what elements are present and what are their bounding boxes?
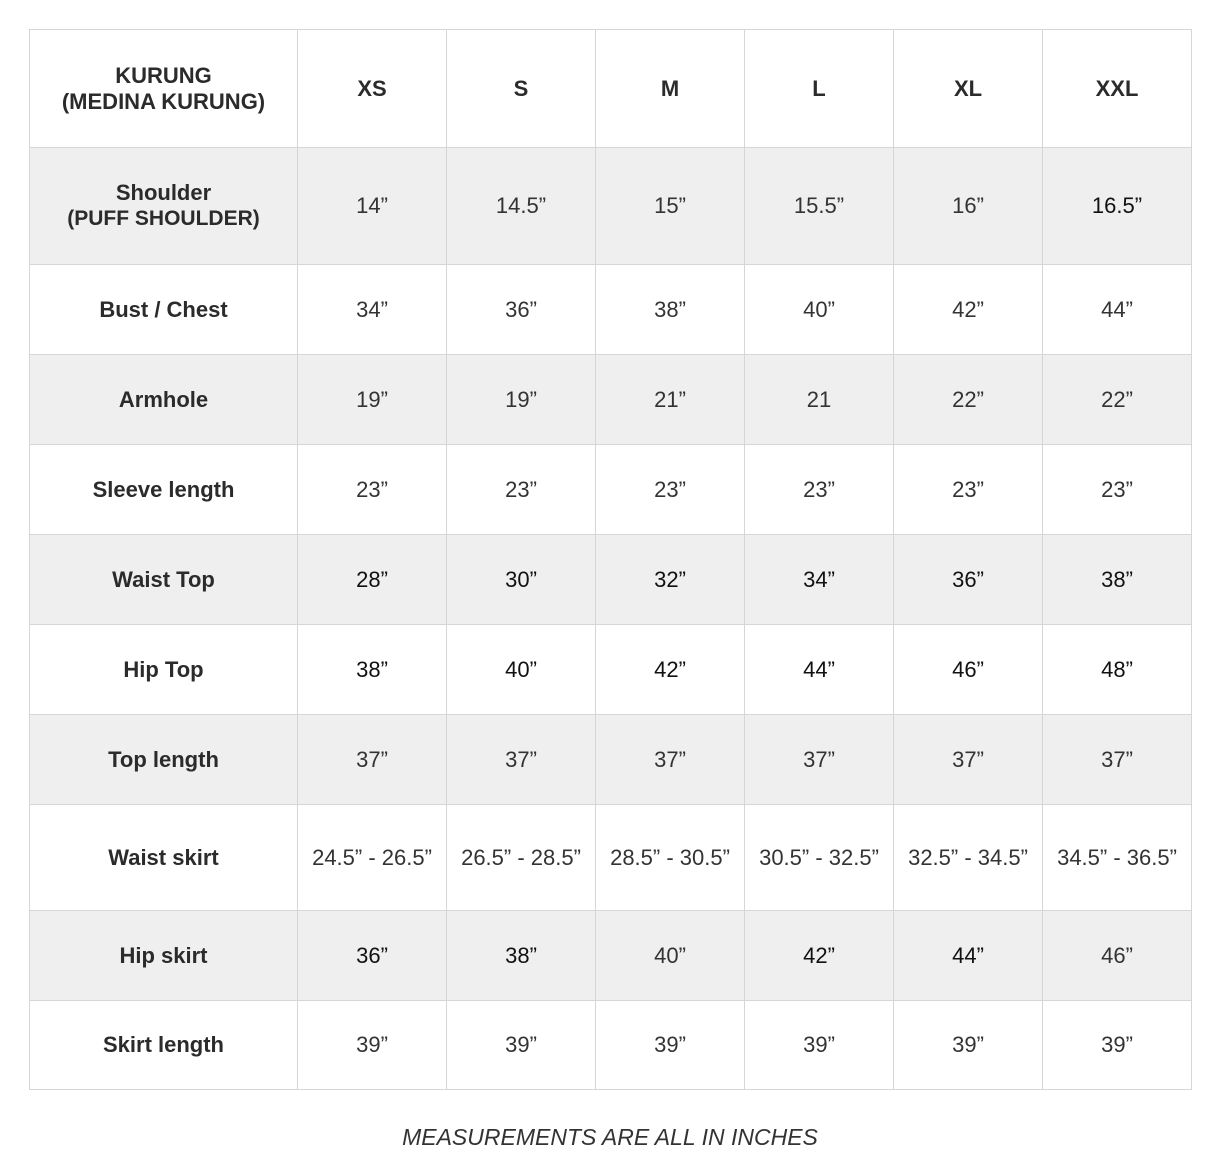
cell-bust-s: 36” (447, 265, 596, 355)
table-row-waist-top (30, 535, 1192, 625)
table-row-bust (30, 265, 1192, 355)
cell-skirt-length-xxl: 39” (1043, 1001, 1192, 1090)
row-label-skirt-length: Skirt length (30, 1001, 298, 1090)
row-label-shoulder (30, 148, 298, 265)
cell-bust-l: 40” (745, 265, 894, 355)
cell-bust-xxl: 44” (1043, 265, 1192, 355)
cell-sleeve-xl: 23” (894, 445, 1043, 535)
cell-top-length-xs: 37” (298, 715, 447, 805)
cell-armhole-xs: 19” (298, 355, 447, 445)
cell-hip-skirt-xs: 36” (298, 911, 447, 1001)
cell-hip-top-s: 40” (447, 625, 596, 715)
row-label-armhole: Armhole (30, 355, 298, 445)
size-chart-table (29, 29, 1192, 1090)
cell-waist-skirt-s: 26.5” - 28.5” (447, 805, 596, 911)
cell-shoulder-xxl: 16.5” (1043, 148, 1192, 265)
cell-top-length-xxl: 37” (1043, 715, 1192, 805)
cell-armhole-xl: 22” (894, 355, 1043, 445)
cell-waist-skirt-xxl: 34.5” - 36.5” (1043, 805, 1192, 911)
row-label-waist-top: Waist Top (30, 535, 298, 625)
cell-sleeve-l: 23” (745, 445, 894, 535)
size-header-m: M (596, 30, 745, 148)
cell-hip-skirt-xl: 44” (894, 911, 1043, 1001)
cell-waist-top-xl: 36” (894, 535, 1043, 625)
cell-top-length-s: 37” (447, 715, 596, 805)
size-header-l: L (745, 30, 894, 148)
row-label-shoulder-main: Shoulder (115, 180, 212, 205)
cell-sleeve-xxl: 23” (1043, 445, 1192, 535)
cell-waist-top-xxl: 38” (1043, 535, 1192, 625)
row-label-bust: Bust / Chest (30, 265, 298, 355)
cell-waist-skirt-m: 28.5” - 30.5” (596, 805, 745, 911)
cell-hip-skirt-xxl: 46” (1043, 911, 1192, 1001)
table-title-line1: KURUNG (115, 62, 212, 88)
cell-shoulder-l: 15.5” (745, 148, 894, 265)
cell-hip-top-xl: 46” (894, 625, 1043, 715)
cell-waist-skirt-l: 30.5” - 32.5” (745, 805, 894, 911)
cell-hip-skirt-m: 40” (596, 911, 745, 1001)
table-row-waist-skirt (30, 805, 1192, 911)
cell-waist-skirt-xs: 24.5” - 26.5” (298, 805, 447, 911)
table-row-skirt-length (30, 1001, 1192, 1090)
cell-top-length-l: 37” (745, 715, 894, 805)
cell-hip-top-l: 44” (745, 625, 894, 715)
cell-skirt-length-s: 39” (447, 1001, 596, 1090)
table-row-top-length (30, 715, 1192, 805)
cell-skirt-length-xs: 39” (298, 1001, 447, 1090)
cell-armhole-m: 21” (596, 355, 745, 445)
row-label-hip-skirt: Hip skirt (30, 911, 298, 1001)
cell-skirt-length-l: 39” (745, 1001, 894, 1090)
cell-hip-skirt-s: 38” (447, 911, 596, 1001)
cell-top-length-xl: 37” (894, 715, 1043, 805)
table-title-line2: (MEDINA KURUNG) (61, 88, 266, 114)
cell-bust-xl: 42” (894, 265, 1043, 355)
row-label-sleeve-length: Sleeve length (30, 445, 298, 535)
cell-skirt-length-m: 39” (596, 1001, 745, 1090)
cell-hip-top-m: 42” (596, 625, 745, 715)
header-row (30, 30, 1192, 148)
row-label-hip-top: Hip Top (30, 625, 298, 715)
row-label-shoulder-sub: (PUFF SHOULDER) (67, 207, 260, 230)
row-label-top-length: Top length (30, 715, 298, 805)
cell-sleeve-m: 23” (596, 445, 745, 535)
cell-skirt-length-xl: 39” (894, 1001, 1043, 1090)
cell-waist-top-xs: 28” (298, 535, 447, 625)
cell-armhole-l: 21 (745, 355, 894, 445)
table-title (30, 30, 298, 148)
size-header-s: S (447, 30, 596, 148)
size-header-xl: XL (894, 30, 1043, 148)
table-row-shoulder (30, 148, 1192, 265)
cell-bust-xs: 34” (298, 265, 447, 355)
cell-shoulder-xs: 14” (298, 148, 447, 265)
cell-shoulder-s: 14.5” (447, 148, 596, 265)
cell-hip-top-xs: 38” (298, 625, 447, 715)
table-row-hip-skirt (30, 911, 1192, 1001)
table-row-armhole (30, 355, 1192, 445)
cell-waist-top-l: 34” (745, 535, 894, 625)
cell-shoulder-xl: 16” (894, 148, 1043, 265)
row-label-waist-skirt: Waist skirt (30, 805, 298, 911)
cell-shoulder-m: 15” (596, 148, 745, 265)
cell-waist-skirt-xl: 32.5” - 34.5” (894, 805, 1043, 911)
cell-sleeve-xs: 23” (298, 445, 447, 535)
size-header-xs: XS (298, 30, 447, 148)
cell-bust-m: 38” (596, 265, 745, 355)
measurements-footnote: MEASUREMENTS ARE ALL IN INCHES (402, 1124, 818, 1150)
cell-armhole-xxl: 22” (1043, 355, 1192, 445)
table-row-sleeve-length (30, 445, 1192, 535)
table-row-hip-top (30, 625, 1192, 715)
size-header-xxl: XXL (1043, 30, 1192, 148)
cell-waist-top-s: 30” (447, 535, 596, 625)
cell-sleeve-s: 23” (447, 445, 596, 535)
cell-armhole-s: 19” (447, 355, 596, 445)
cell-waist-top-m: 32” (596, 535, 745, 625)
cell-hip-skirt-l: 42” (745, 911, 894, 1001)
cell-top-length-m: 37” (596, 715, 745, 805)
cell-hip-top-xxl: 48” (1043, 625, 1192, 715)
